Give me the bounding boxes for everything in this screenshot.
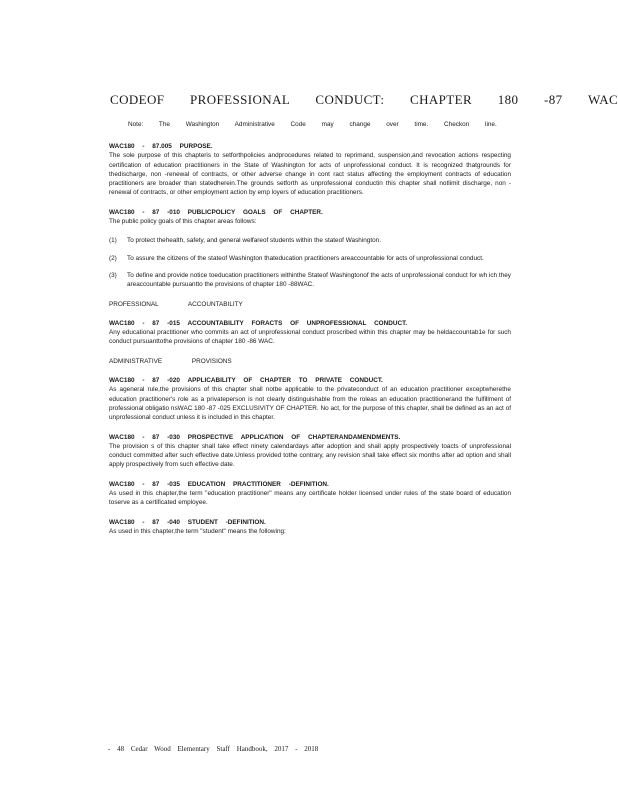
list-item-number: (3) [109,271,117,279]
section-accountability [109,319,511,347]
section-heading: WAC180 - 87 -040 STUDENT -DEFINITION. [109,518,266,526]
section-heading: WAC180 - 87 -030 PROSPECTIVE APPLICATION OF CHAPTERANDAMENDMENTS. [109,433,401,441]
goals-list [109,236,511,289]
section-heading: WAC180 - 87.005 PURPOSE. [109,143,213,150]
section-prospective-application [109,433,511,470]
section-student-definition [109,518,511,537]
document-note: Note: The Washington Administrative Code may change over time. Checkon line. [128,121,497,128]
document-body [109,142,511,546]
section-heading: WAC180 - 87 -015 ACCOUNTABILITY FORACTS OF UNPROFESSIONAL CONDUCT. [109,319,408,327]
section-purpose [109,142,511,198]
list-item-text: To protect thehealth, safety, and general welfareof students within the stateof Washington. [127,237,382,245]
label-administrative-provisions: ADMINISTRATIVE PROVISIONS [109,357,232,365]
list-item-text: To assure the citizens of the stateof Washington thateducation practitioners areaccountable for acts of unprofessional conduct. [127,254,484,262]
list-item [109,236,511,245]
section-applicability [109,376,511,422]
list-item [109,271,511,290]
section-heading: WAC180 - 87 -020 APPLICABILITY OF CHAPTER TO PRIVATE CONDUCT. [109,377,383,385]
section-text: The provision s of this chapter shall take effect ninety calendardays after adoption and shall apply prospectively toacts of unprofessional conduct committed after such effective date.Unless provided tothe contrary, any revision shall take effect six months after ad option and shall apply prospectively from such effective date. [109,442,511,469]
section-policy-goals [109,208,511,227]
list-item-number: (2) [109,254,117,262]
section-text: Any educational practitioner who commits an act of unprofessional conduct proscribed within this chapter may be heldaccountab1e for such conduct pursuanttothe provisions of chapter 180 -86 WAC. [109,329,511,346]
page-footer: - 48 Cedar Wood Elementary Staff Handbook, 2017 - 2018 [108,745,319,753]
section-text: As used in this chapter,the term "education practitioner" means any certificate holder licensed under rules of the state board of education toserve as a certificated employee. [109,490,511,507]
section-text: The public policy goals of this chapter areas follows: [109,218,257,226]
section-heading: WAC180 - 87 -035 EDUCATION PRACTITIONER -DEFINITION. [109,480,329,488]
section-text: As used in this chapter,the term "student" means the following: [109,527,286,535]
section-heading: WAC180 - 87 -010 PUBLICPOLICY GOALS OF CHAPTER. [109,208,323,216]
document-title: CODEOF PROFESSIONAL CONDUCT: CHAPTER 180 -87 WAC [110,92,618,107]
list-item [109,254,511,263]
label-professional-accountability: PROFESSIONAL ACCOUNTABILITY [109,300,243,308]
list-item-number: (1) [109,237,117,245]
section-text: The sole purpose of this chapteris to setforthpolicies andprocedures related to reprimand, suspension,and revocation actions respecting certification of education practitioners in the State of Washington for acts of unprofessional conduct. It is recognized thatgrounds for thedischarge, non -renewal of contracts, or other adverse change in cont ract status affecting the employment contracts of education practitioners are broader than statedherein.The grounds setforth as unprofessional conductin this chapter shall notlimit discharge, non -renewal of contracts, or other employment action by emp loyers of education practitioners. [109,152,511,197]
section-text: As ageneral rule,the provisions of this chapter shall notbe applicable to the privateconduct of an education practitioner exceptwherethe education practitioner's role as a privateperson is not clearly distinguishable from the roleas an education practitionerand the fulfillment of professional obligatio nsWAC 180 -87 -025 EXCLUSIVITY OF CHAPTER. No act, for the purpose of this chapter, shall be defined as an act of unprofessional conduct unless it is included in this chapter. [109,386,511,422]
list-item-text: To define and provide notice toeducation practitioners withinthe Stateof Washingtonof the acts of unprofessional conduct for wh ich they areaccountable pursuantto the provisions of chapter 180 -88WAC. [127,271,511,289]
section-education-practitioner [109,480,511,508]
